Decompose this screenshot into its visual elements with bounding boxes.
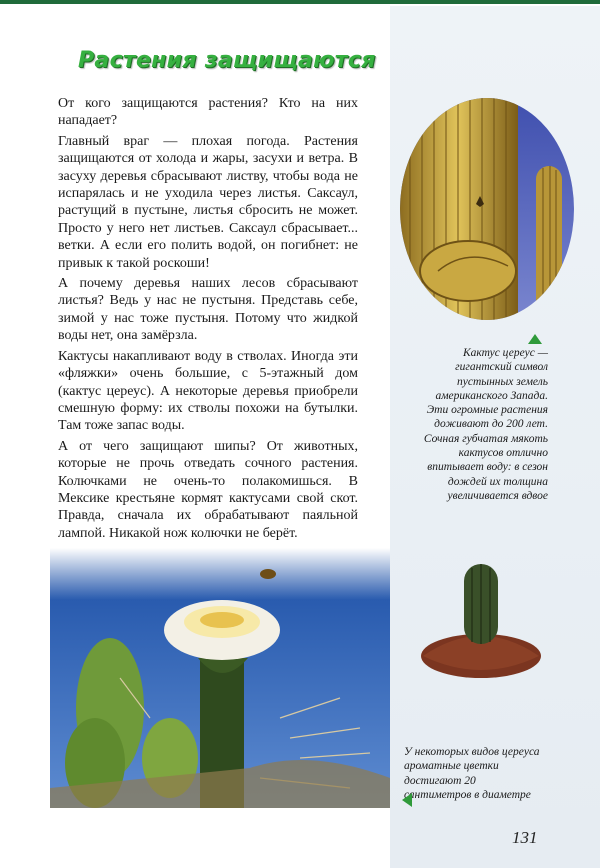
paragraph-3: А почему деревья наших лесов сбрасывают листья? Ведь у нас не пустыня. Представь себе, зимой у нас тоже пустыня. Потому что жидкой воды нет, она замёрзла. [58, 276, 358, 344]
paragraph-2: Главный враг — плохая погода. Растения защищаются от холода и жары, засухи и ветра. В засуху деревья сбрасывают листву, чтобы вода не испарялась и не уходила через листья. Саксаул, растущий в пустыне, листья сбросить не может. Просто у него нет листьев. Саксаул сбрасывает... ветки. А если его полить водой, он погибнет: не привык к такой роскоши! [58, 133, 358, 271]
top-band [0, 0, 600, 4]
cactus-caption: Кактус цереус — гигантский символ пустынных земель американского Запада. Эти огромные растения доживают до 200 лет. Сочная губчатая мякоть кактусов отлично впитывает воду: в сезон дождей их толщина увеличивается вдвое [423, 347, 548, 502]
paragraph-5: А от чего защищают шипы? От животных, которые не прочь отведать сочного растения. Колючками не очень-то полакомишься. В Мексике крестьяне кормят кактусами свой скот. Правда, сначала их обрабатывают паяльной лампой. Никакой нож колючки не берёт. [58, 438, 358, 541]
caption-marker-left [402, 793, 412, 807]
page-number: 131 [512, 828, 538, 847]
flower-caption: У некоторых видов цереуса ароматные цветки достигают 20 сантиметров в диаметре [404, 746, 540, 801]
saguaro-cactus-photo [398, 96, 576, 322]
paragraph-4: Кактусы накапливают воду в стволах. Иногда эти «фляжки» очень большие, с 5-этажный дом (кактус цереус). А некоторые деревья приобрели смешную форму: их стволы похожи на бутылки. Там тоже запас воды. [58, 348, 358, 434]
page-title: Растения защищаются [78, 48, 376, 73]
caption-marker-up [528, 334, 542, 344]
article-body [58, 95, 358, 545]
cactus-flower-photo [50, 548, 390, 808]
small-cactus-photo [418, 556, 544, 686]
paragraph-1: От кого защищаются растения? Кто на них нападает? [58, 96, 358, 129]
